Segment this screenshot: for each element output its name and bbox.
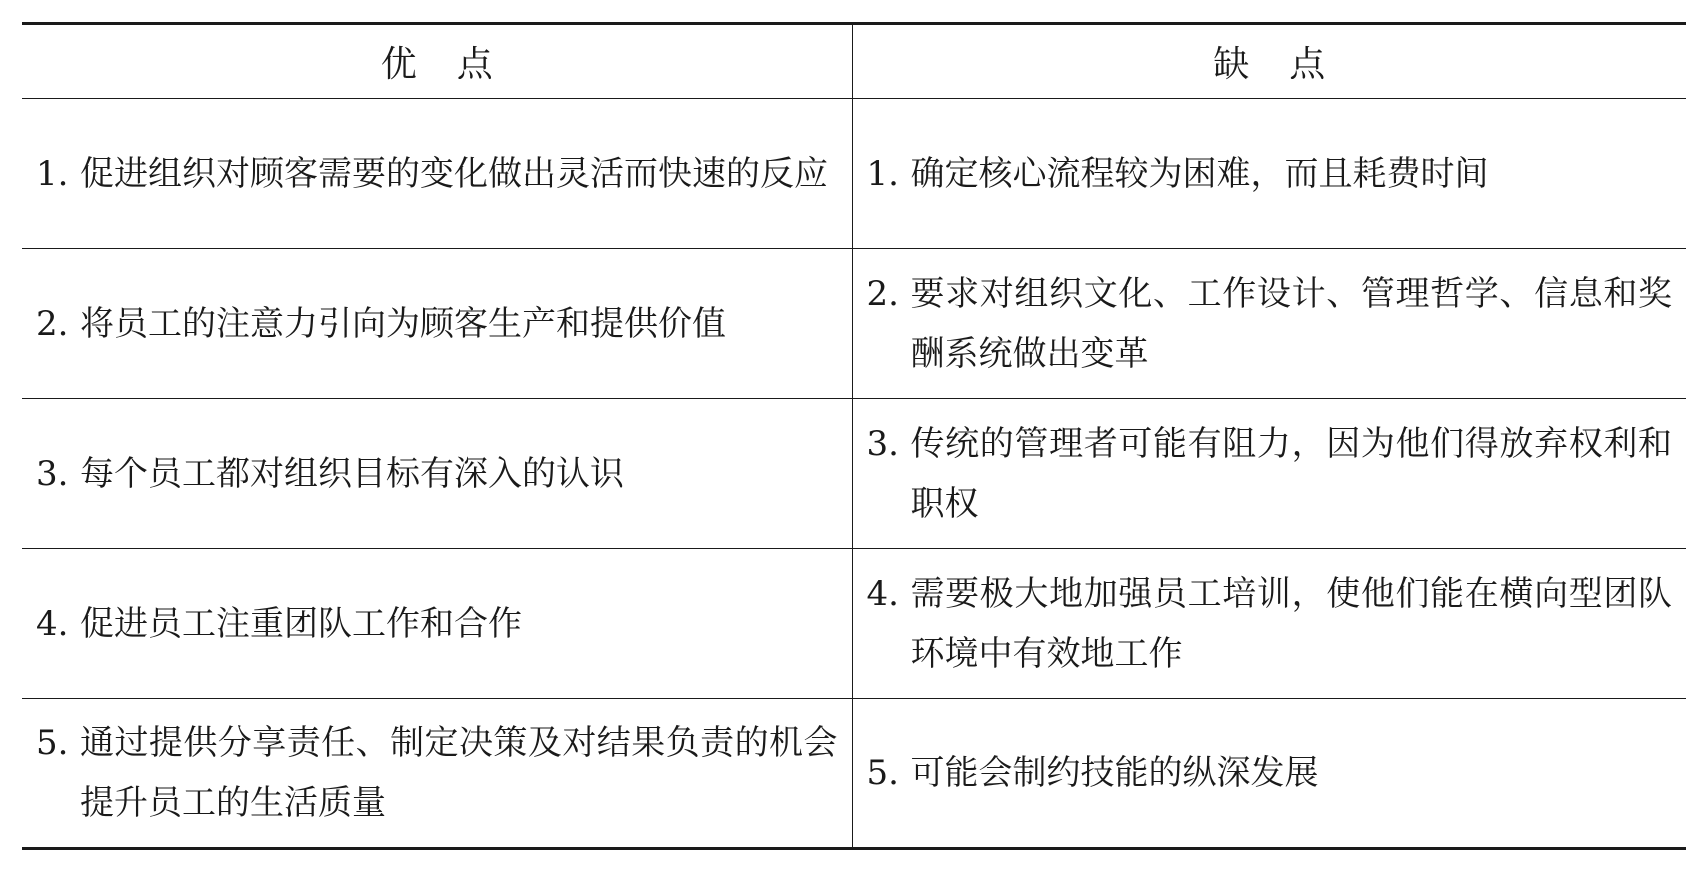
- pro-number: 4.: [36, 603, 69, 644]
- table-row: [22, 249, 1686, 399]
- pros-cons-table: [22, 22, 1686, 850]
- pro-number: 1.: [36, 153, 69, 194]
- table-row: [22, 399, 1686, 549]
- con-text: 确定核心流程较为困难，而且耗费时间: [910, 153, 1489, 194]
- con-cell: [852, 549, 1686, 699]
- pro-text: 将员工的注意力引向为顾客生产和提供价值: [80, 303, 726, 344]
- con-number: 2.: [866, 273, 899, 314]
- cons-header-char-2: 点: [1289, 44, 1326, 85]
- pro-cell: [22, 399, 852, 549]
- header-row: [22, 24, 1686, 99]
- con-number: 1.: [866, 153, 899, 194]
- con-text: 可能会制约技能的纵深发展: [910, 753, 1319, 793]
- pros-header-char-2: 点: [456, 44, 493, 85]
- pro-text: 促进组织对顾客需要的变化做出灵活而快速的反应: [80, 153, 828, 194]
- pro-text: 每个员工都对组织目标有深入的认识: [80, 453, 624, 494]
- con-cell: [852, 399, 1686, 549]
- cons-column-header: [852, 24, 1686, 99]
- pro-text: 通过提供分享责任、制定决策及对结果负责的机会提升员工的生活质量: [80, 723, 838, 823]
- con-text: 要求对组织文化、工作设计、管理哲学、信息和奖酬系统做出变革: [910, 273, 1672, 374]
- con-number: 5.: [866, 753, 899, 793]
- pros-column-header: [22, 24, 852, 99]
- pro-text: 促进员工注重团队工作和合作: [80, 603, 522, 644]
- pro-number: 5.: [36, 723, 69, 763]
- table-body: [22, 99, 1686, 849]
- table-row: [22, 699, 1686, 849]
- pro-cell: [22, 699, 852, 849]
- pro-cell: [22, 249, 852, 399]
- con-cell: [852, 99, 1686, 249]
- cons-header-char-1: 缺: [1213, 44, 1250, 85]
- con-number: 4.: [866, 573, 899, 614]
- pro-number: 3.: [36, 453, 69, 494]
- table-row: [22, 99, 1686, 249]
- pro-cell: [22, 99, 852, 249]
- pros-header-char-1: 优: [380, 44, 417, 85]
- pro-number: 2.: [36, 303, 69, 344]
- con-cell: [852, 699, 1686, 849]
- table-row: [22, 549, 1686, 699]
- con-number: 3.: [866, 423, 899, 464]
- con-text: 需要极大地加强员工培训，使他们能在横向型团队环境中有效地工作: [910, 573, 1672, 674]
- table-header: [22, 24, 1686, 99]
- con-cell: [852, 249, 1686, 399]
- pro-cell: [22, 549, 852, 699]
- con-text: 传统的管理者可能有阻力，因为他们得放弃权利和职权: [910, 423, 1672, 524]
